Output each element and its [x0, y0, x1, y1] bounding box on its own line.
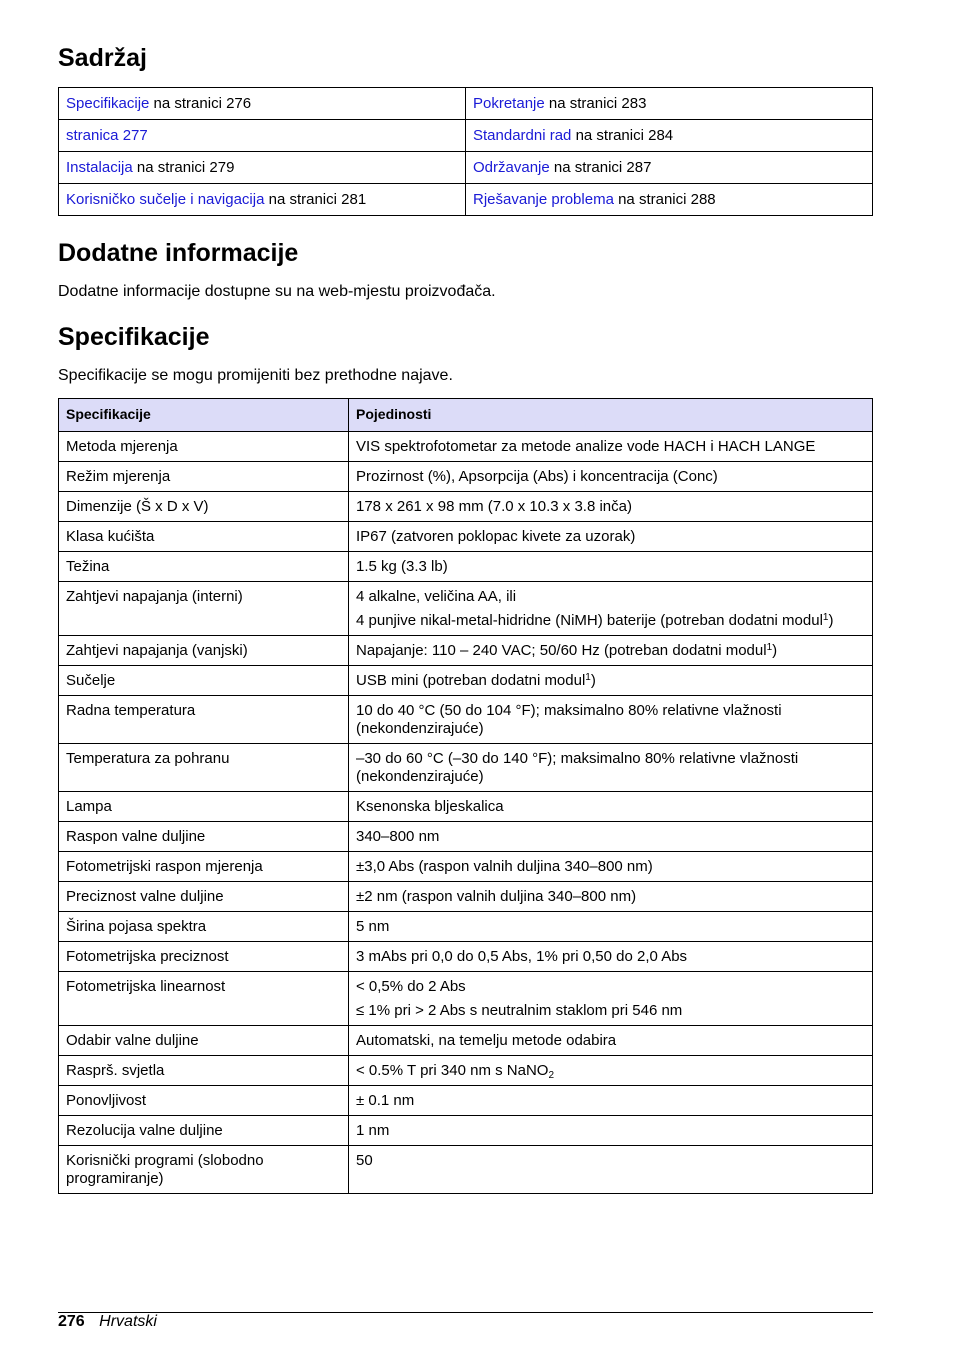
spec-name: Lampa [59, 792, 349, 822]
spec-value-text: ) [772, 642, 778, 659]
spec-value-line [356, 528, 865, 546]
spec-value-text: < 0.5% T pri 340 nm s NaNO [356, 1062, 549, 1079]
toc-cell [466, 88, 873, 120]
spec-name: Širina pojasa spektra [59, 912, 349, 942]
spec-value-text: ± 0.1 nm [356, 1092, 415, 1109]
spec-row [59, 696, 873, 744]
spec-value [349, 1026, 873, 1056]
spec-value [349, 942, 873, 972]
toc-cell [59, 120, 466, 152]
spec-name: Raspon valne duljine [59, 822, 349, 852]
spec-row [59, 636, 873, 666]
spec-value-line [356, 828, 865, 846]
spec-value-text: Prozirnost (%), Apsorpcija (Abs) i koncentracija (Conc) [356, 468, 718, 485]
spec-row [59, 432, 873, 462]
spec-value-line [356, 558, 865, 576]
spec-value-text: 340–800 nm [356, 828, 440, 845]
spec-value [349, 744, 873, 792]
toc-cell [59, 152, 466, 184]
toc-row [59, 152, 873, 184]
spec-value-line [356, 588, 865, 606]
spec-row [59, 882, 873, 912]
spec-value [349, 522, 873, 552]
spec-row [59, 972, 873, 1026]
spec-value-text: –30 do 60 °C (–30 do 140 °F); maksimalno 80% relativne vlažnosti (nekondenzirajuće) [356, 750, 799, 785]
spec-name: Rezolucija valne duljine [59, 1116, 349, 1146]
spec-value-text: 10 do 40 °C (50 do 104 °F); maksimalno 80% relativne vlažnosti (nekondenzirajuće) [356, 702, 782, 737]
spec-name: Ponovljivost [59, 1086, 349, 1116]
spec-value [349, 492, 873, 522]
spec-value-text: IP67 (zatvoren poklopac kivete za uzorak) [356, 528, 636, 545]
specs-intro: Specifikacije se mogu promijeniti bez prethodne najave. [58, 367, 453, 384]
spec-value-text: 1.5 kg (3.3 lb) [356, 558, 448, 575]
page-number: 276 [58, 1313, 85, 1330]
toc-link[interactable]: stranica 277 [66, 127, 148, 144]
toc-cell [59, 184, 466, 216]
spec-value-text: ±3,0 Abs (raspon valnih duljina 340–800 nm) [356, 858, 653, 875]
spec-value [349, 666, 873, 696]
spec-value-text: 50 [356, 1152, 373, 1169]
footnote-marker: 1 [766, 642, 773, 653]
spec-row [59, 822, 873, 852]
spec-value-text: 3 mAbs pri 0,0 do 0,5 Abs, 1% pri 0,50 do 2,0 Abs [356, 948, 688, 965]
specs-header-name: Specifikacije [59, 399, 349, 432]
spec-value-line [356, 438, 865, 456]
spec-value-text: ) [828, 612, 834, 629]
toc-link[interactable]: Pokretanje [473, 95, 545, 112]
specs-title: Specifikacije [58, 323, 210, 351]
spec-row [59, 1116, 873, 1146]
spec-value [349, 696, 873, 744]
footer-divider [58, 1312, 873, 1313]
toc-cell [466, 184, 873, 216]
spec-value [349, 792, 873, 822]
toc-link[interactable]: Održavanje [473, 159, 550, 176]
footer [58, 1313, 157, 1331]
spec-value-line [356, 702, 865, 738]
more-info-text: Dodatne informacije dostupne su na web-mjestu proizvođača. [58, 283, 496, 300]
spec-value-text: 178 x 261 x 98 mm (7.0 x 10.3 x 3.8 inča) [356, 498, 632, 515]
spec-value [349, 912, 873, 942]
spec-value-line [356, 1122, 865, 1140]
spec-row [59, 666, 873, 696]
spec-value [349, 1086, 873, 1116]
spec-value-line [356, 612, 865, 630]
spec-name: Radna temperatura [59, 696, 349, 744]
spec-value [349, 552, 873, 582]
spec-name: Fotometrijska preciznost [59, 942, 349, 972]
more-info-title: Dodatne informacije [58, 239, 299, 267]
spec-row [59, 462, 873, 492]
spec-row [59, 1146, 873, 1194]
spec-name: Režim mjerenja [59, 462, 349, 492]
spec-value [349, 582, 873, 636]
spec-name: Metoda mjerenja [59, 432, 349, 462]
spec-value-line [356, 750, 865, 786]
spec-value-line [356, 1002, 865, 1020]
spec-name: Dimenzije (Š x D x V) [59, 492, 349, 522]
spec-value-text: 1 nm [356, 1122, 390, 1139]
spec-value [349, 882, 873, 912]
toc-link[interactable]: Standardni rad [473, 127, 572, 144]
spec-row [59, 522, 873, 552]
spec-value-text: VIS spektrofotometar za metode analize vode HACH i HACH LANGE [356, 438, 816, 455]
toc-row [59, 184, 873, 216]
toc-page-ref: na stranici 276 [149, 95, 252, 112]
spec-value [349, 1056, 873, 1086]
spec-value-text: USB mini (potreban dodatni modul [356, 672, 586, 689]
spec-value [349, 462, 873, 492]
toc-cell [466, 120, 873, 152]
spec-value-text: ±2 nm (raspon valnih duljina 340–800 nm) [356, 888, 637, 905]
spec-value-line [356, 1032, 865, 1050]
toc-cell [466, 152, 873, 184]
spec-name: Težina [59, 552, 349, 582]
specs-header-detail: Pojedinosti [349, 399, 873, 432]
toc-page-ref: na stranici 281 [264, 191, 367, 208]
spec-value-text: Automatski, na temelju metode odabira [356, 1032, 617, 1049]
toc-page-ref: na stranici 279 [132, 159, 235, 176]
spec-value-text: Napajanje: 110 – 240 VAC; 50/60 Hz (potreban dodatni modul [356, 642, 767, 659]
toc-cell [59, 88, 466, 120]
spec-row [59, 582, 873, 636]
spec-row [59, 792, 873, 822]
spec-name: Fotometrijska linearnost [59, 972, 349, 1026]
spec-name: Sučelje [59, 666, 349, 696]
spec-value-line [356, 888, 865, 906]
spec-value-line [356, 1092, 865, 1110]
spec-value-line [356, 498, 865, 516]
spec-name: Klasa kućišta [59, 522, 349, 552]
spec-value-line [356, 468, 865, 486]
spec-value-line [356, 642, 865, 660]
toc-page-ref: na stranici 288 [613, 191, 716, 208]
spec-value [349, 1146, 873, 1194]
toc-link[interactable]: Rješavanje problema [473, 191, 614, 208]
spec-value-line [356, 948, 865, 966]
spec-name: Rasprš. svjetla [59, 1056, 349, 1086]
subscript: 2 [548, 1070, 555, 1081]
spec-value-line [356, 1152, 865, 1170]
spec-value-text: 4 punjive nikal-metal-hidridne (NiMH) baterije (potreban dodatni modul [356, 612, 823, 629]
spec-value [349, 972, 873, 1026]
spec-value-line [356, 978, 865, 996]
spec-value-line [356, 672, 865, 690]
spec-value-text: Ksenonska bljeskalica [356, 798, 504, 815]
spec-row [59, 744, 873, 792]
spec-name: Fotometrijski raspon mjerenja [59, 852, 349, 882]
spec-value-text: < 0,5% do 2 Abs [356, 978, 466, 995]
toc-row [59, 120, 873, 152]
spec-value-text: 4 alkalne, veličina AA, ili [356, 588, 517, 605]
spec-row [59, 942, 873, 972]
toc-page-ref: na stranici 283 [544, 95, 647, 112]
toc-link[interactable]: Instalacija [66, 159, 133, 176]
spec-name: Temperatura za pohranu [59, 744, 349, 792]
spec-value [349, 822, 873, 852]
spec-value-line [356, 1062, 865, 1080]
spec-row [59, 552, 873, 582]
spec-row [59, 1086, 873, 1116]
toc-table [58, 87, 873, 216]
toc-row [59, 88, 873, 120]
spec-value-line [356, 858, 865, 876]
specs-table [58, 398, 873, 1194]
spec-value-text: ≤ 1% pri > 2 Abs s neutralnim staklom pri 546 nm [356, 1002, 683, 1019]
spec-row [59, 912, 873, 942]
spec-name: Preciznost valne duljine [59, 882, 349, 912]
toc-title: Sadržaj [58, 44, 147, 72]
spec-name: Korisnički programi (slobodno programiranje) [59, 1146, 349, 1194]
toc-link[interactable]: Specifikacije [66, 95, 150, 112]
spec-value [349, 1116, 873, 1146]
toc-page-ref: na stranici 284 [571, 127, 674, 144]
toc-link[interactable]: Korisničko sučelje i navigacija [66, 191, 265, 208]
toc-page-ref: na stranici 287 [549, 159, 652, 176]
spec-row [59, 1056, 873, 1086]
footnote-marker: 1 [822, 612, 829, 623]
specs-header-row [59, 399, 873, 432]
spec-row [59, 852, 873, 882]
spec-row [59, 1026, 873, 1056]
spec-name: Odabir valne duljine [59, 1026, 349, 1056]
spec-value [349, 852, 873, 882]
spec-value-line [356, 798, 865, 816]
spec-value-text: ) [590, 672, 596, 689]
spec-name: Zahtjevi napajanja (interni) [59, 582, 349, 636]
spec-value-text: 5 nm [356, 918, 390, 935]
footer-language: Hrvatski [99, 1313, 157, 1330]
spec-value-line [356, 918, 865, 936]
spec-value [349, 432, 873, 462]
spec-name: Zahtjevi napajanja (vanjski) [59, 636, 349, 666]
footnote-marker: 1 [585, 672, 591, 683]
spec-row [59, 492, 873, 522]
spec-value [349, 636, 873, 666]
